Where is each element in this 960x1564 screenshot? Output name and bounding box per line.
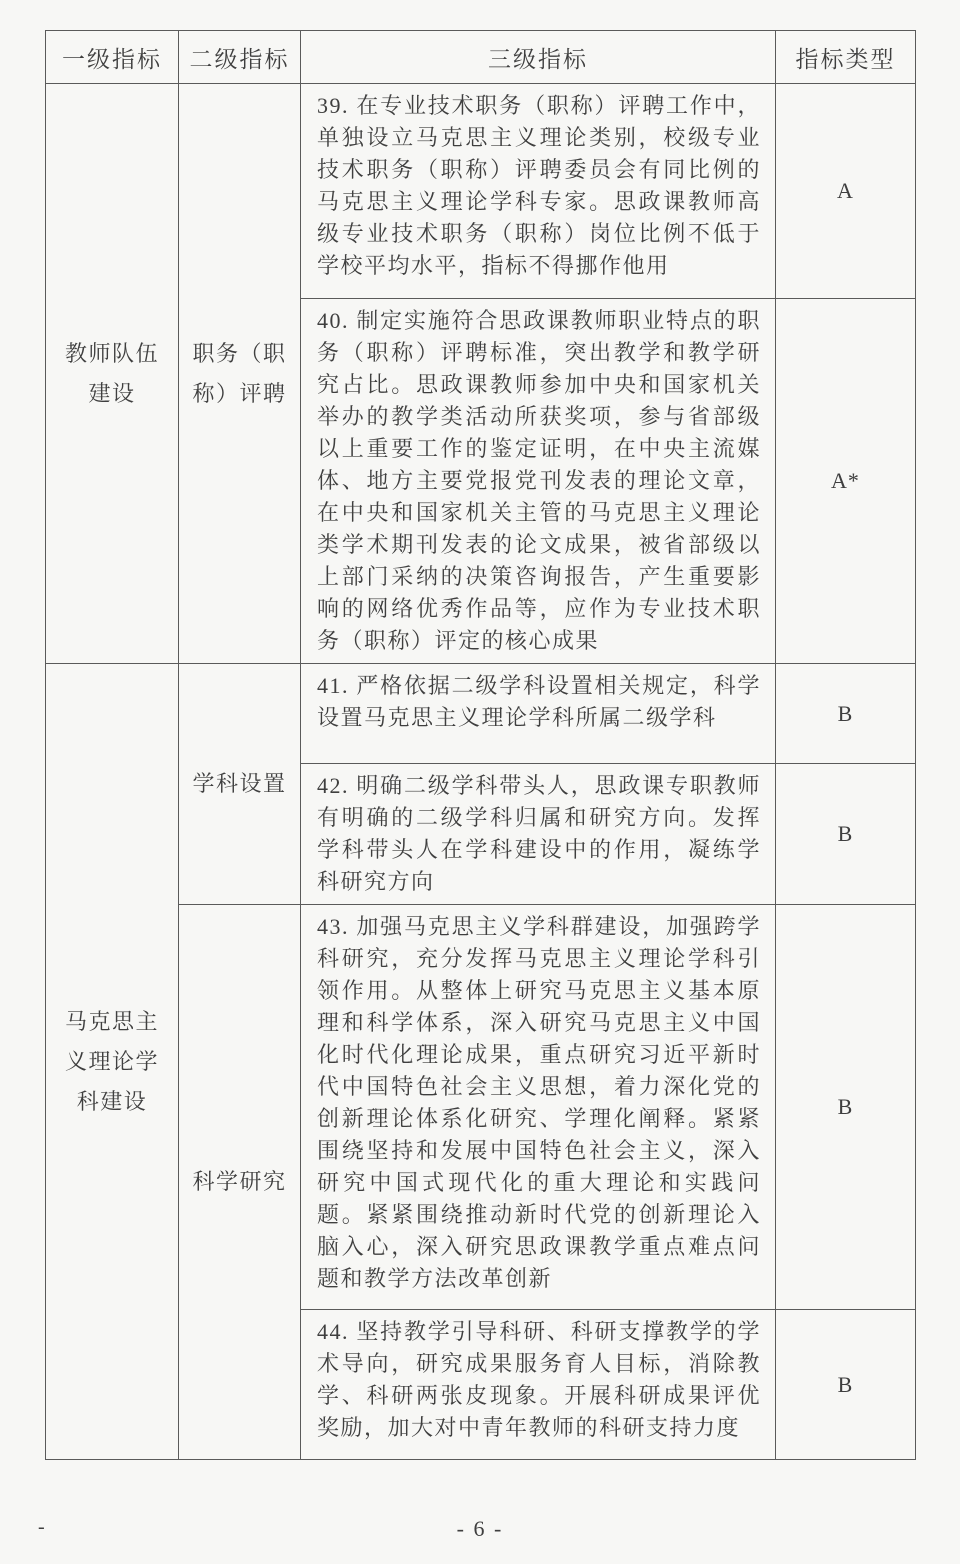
cell-level2-discipline-setup: 学科设置: [179, 664, 301, 905]
col-header-level2-indicator: 二级指标: [179, 31, 301, 84]
cell-item-42-type: B: [776, 764, 916, 905]
col-header-level3-indicator: 三级指标: [301, 31, 776, 84]
table-header-row: [46, 31, 916, 84]
table-row-item-39: [46, 84, 916, 299]
cell-item-44-text: 44. 坚持教学引导科研、科研支撑教学的学术导向，研究成果服务育人目标，消除教学、科研两张皮现象。开展科研成果评优奖励，加大对中青年教师的科研支持力度: [301, 1310, 776, 1460]
footer-left-mark: -: [38, 1516, 45, 1538]
cell-item-40-text: 40. 制定实施符合思政课教师职业特点的职务（职称）评聘标准，突出教学和教学研究占比。思政课教师参加中央和国家机关举办的教学类活动所获奖项，参与省部级以上重要工作的鉴定证明，在中央主流媒体、地方主要党报党刊发表的理论文章，在中央和国家机关主管的马克思主义理论类学术期刊发表的论文成果，被省部级以上部门采纳的决策咨询报告，产生重要影响的网络优秀作品等，应作为专业技术职务（职称）评定的核心成果: [301, 299, 776, 664]
cell-item-42-text: 42. 明确二级学科带头人，思政课专职教师有明确的二级学科归属和研究方向。发挥学科带头人在学科建设中的作用，凝练学科研究方向: [301, 764, 776, 905]
cell-item-40-type: A*: [776, 299, 916, 664]
cell-level1-marxist-theory-discipline: 马克思主义理论学科建设: [46, 664, 179, 1460]
cell-item-43-type: B: [776, 905, 916, 1310]
cell-level2-scientific-research: 科学研究: [179, 905, 301, 1460]
cell-item-41-text: 41. 严格依据二级学科设置相关规定，科学设置马克思主义理论学科所属二级学科: [301, 664, 776, 764]
cell-level2-title-appointment: 职务（职称）评聘: [179, 84, 301, 664]
cell-item-43-text: 43. 加强马克思主义学科群建设，加强跨学科研究，充分发挥马克思主义理论学科引领作用。从整体上研究马克思主义基本原理和科学体系，深入研究马克思主义中国化时代化理论成果，重点研究习近平新时代中国特色社会主义思想，着力深化党的创新理论体系化研究、学理化阐释。紧紧围绕坚持和发展中国特色社会主义，深入研究中国式现代化的重大理论和实践问题。紧紧围绕推动新时代党的创新理论入脑入心，深入研究思政课教学重点难点问题和教学方法改革创新: [301, 905, 776, 1310]
cell-item-39-text: 39. 在专业技术职务（职称）评聘工作中，单独设立马克思主义理论类别，校级专业技术职务（职称）评聘委员会有同比例的马克思主义理论学科专家。思政课教师高级专业技术职务（职称）岗位比例不低于学校平均水平，指标不得挪作他用: [301, 84, 776, 299]
footer-page-number: - 6 -: [456, 1516, 504, 1541]
indicator-table: [45, 30, 916, 1460]
col-header-level1-indicator: 一级指标: [46, 31, 179, 84]
cell-item-44-type: B: [776, 1310, 916, 1460]
cell-level1-teacher-team-building: 教师队伍建设: [46, 84, 179, 664]
cell-item-39-type: A: [776, 84, 916, 299]
table-row-item-41: [46, 664, 916, 764]
col-header-indicator-type: 指标类型: [776, 31, 916, 84]
cell-item-41-type: B: [776, 664, 916, 764]
